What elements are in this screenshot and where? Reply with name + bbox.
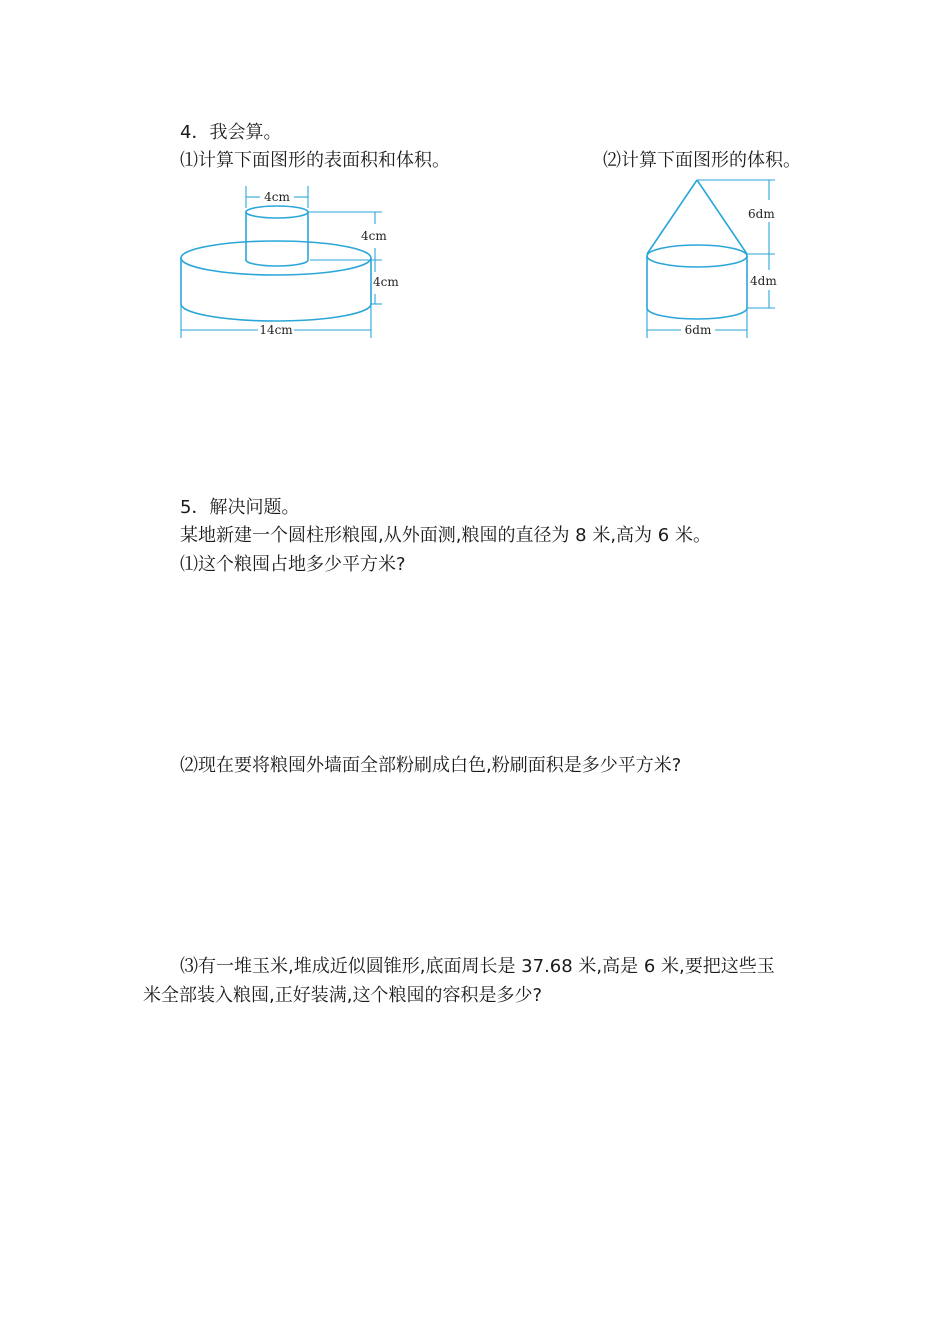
figure-cone-on-cylinder (635, 170, 795, 350)
fig1-bottom-height-label: 4cm (373, 275, 399, 289)
q5-sub3-line1: ⑶有一堆玉米,堆成近似圆锥形,底面周长是 37.68 米,高是 6 米,要把这些玉 (180, 956, 775, 977)
fig1-bottom-diameter-label: 14cm (259, 323, 293, 337)
fig2-cyl-height-label: 4dm (750, 274, 777, 288)
fig1-top-diameter-label: 4cm (264, 190, 290, 204)
q5-sub1: ⑴这个粮囤占地多少平方米? (180, 554, 406, 575)
q5-intro: 某地新建一个圆柱形粮囤,从外面测,粮囤的直径为 8 米,高为 6 米。 (180, 525, 711, 546)
q5-sub2: ⑵现在要将粮囤外墙面全部粉刷成白色,粉刷面积是多少平方米? (180, 755, 682, 776)
q4-part1-prompt: ⑴计算下面图形的表面积和体积。 (180, 150, 450, 171)
q4-heading: 4．我会算。 (180, 122, 282, 143)
fig2-cone-height-label: 6dm (748, 207, 775, 221)
figure-stacked-cylinders (170, 180, 410, 350)
q5-sub3-line2: 米全部装入粮囤,正好装满,这个粮囤的容积是多少? (143, 985, 542, 1006)
fig1-top-height-label: 4cm (361, 229, 387, 243)
q5-heading: 5．解决问题。 (180, 497, 300, 518)
fig2-diameter-label: 6dm (684, 323, 712, 337)
q4-part2-prompt: ⑵计算下面图形的体积。 (603, 150, 801, 171)
